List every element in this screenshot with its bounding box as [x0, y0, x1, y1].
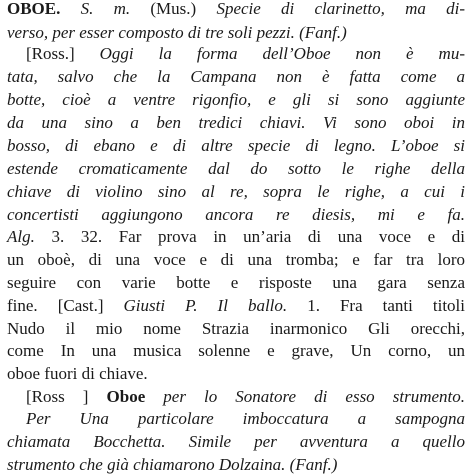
entry-text-segment: fine. [Cast.]: [7, 296, 124, 315]
entry-line: [26, 43, 465, 65]
entry-line: [7, 272, 465, 294]
entry-line: [7, 112, 465, 134]
entry-text-segment: Alg.: [7, 227, 52, 246]
entry-line: [26, 408, 465, 430]
entry-text-segment: oboe fuori di chiave.: [7, 364, 148, 383]
entry-text-segment: S. m.: [60, 0, 151, 18]
entry-line: [7, 0, 465, 20]
entry-text-segment: chiave di violino sino al re, sopra le righe, a cui i: [7, 182, 465, 201]
entry-line: [7, 340, 465, 362]
entry-text-segment: concertisti aggiungono ancora re diesis, mi e fa.: [7, 205, 465, 224]
entry-line: [26, 386, 465, 408]
entry-text-segment: per lo Sonatore di esso strumento.: [145, 387, 465, 406]
entry-line: [7, 431, 465, 453]
entry-line: [7, 181, 465, 203]
entry-line: [7, 226, 465, 248]
entry-text-segment: strumento che già chiamarono Dolzaina. (Fanf.): [7, 455, 338, 474]
entry-text-segment: un oboè, di una voce e di una tromba; e far tra loro: [7, 250, 465, 269]
entry-line: [7, 66, 465, 88]
entry-line: [7, 363, 465, 385]
entry-text-segment: 3. 32. Far prova in un’aria di una voce e di: [51, 227, 466, 246]
entry-text-segment: Specie di clarinetto, ma di-: [216, 0, 465, 18]
entry-line: [7, 454, 465, 476]
entry-text-segment: Giusti P. Il ballo.: [123, 296, 308, 315]
entry-text-segment: chiamata Bocchetta. Simile per avventura a quello: [7, 432, 465, 451]
entry-line: [7, 318, 465, 340]
entry-text-segment: bosso, di ebano e di altre specie di legno. L’oboe si: [7, 136, 465, 155]
entry-text-segment: estende cromaticamente dal do sotto le righe della: [7, 159, 465, 178]
entry-line: [7, 89, 465, 111]
entry-text-segment: 1. Fra tanti titoli: [307, 296, 465, 315]
entry-text-segment: da una sino a ben tredici chiavi. Vi sono oboi in: [7, 113, 465, 132]
entry-line: [7, 135, 465, 157]
entry-text-segment: tata, salvo che la Campana non è fatta come a: [7, 67, 465, 86]
entry-text-segment: verso, per esser composto di tre soli pezzi. (Fanf.): [7, 23, 347, 42]
entry-text-segment: [Ross.]: [26, 44, 100, 63]
entry-line: [7, 158, 465, 180]
entry-text-segment: [Ross ]: [26, 387, 107, 406]
entry-text-segment: Nudo il mio nome Strazia inarmonico Gli orecchi,: [7, 319, 465, 338]
entry-text-segment: seguire con varie botte e risposte una gara senza: [7, 273, 465, 292]
entry-line: [7, 295, 465, 317]
entry-text-segment: botte, cioè a ventre rigonfio, e gli si sono aggiunte: [7, 90, 465, 109]
entry-line: [7, 22, 465, 44]
entry-text-segment: Oboe: [106, 387, 146, 406]
entry-line: [7, 204, 465, 226]
entry-text-segment: OBOE.: [7, 0, 61, 18]
entry-text-segment: Per Una particolare imboccatura a sampogna: [26, 409, 465, 428]
entry-text-segment: (Mus.): [150, 0, 217, 18]
entry-text-segment: come In una musica solenne e grave, Un corno, un: [7, 341, 465, 360]
entry-text-segment: Oggi la forma dell’Oboe non è mu-: [99, 44, 465, 63]
entry-line: [7, 249, 465, 271]
